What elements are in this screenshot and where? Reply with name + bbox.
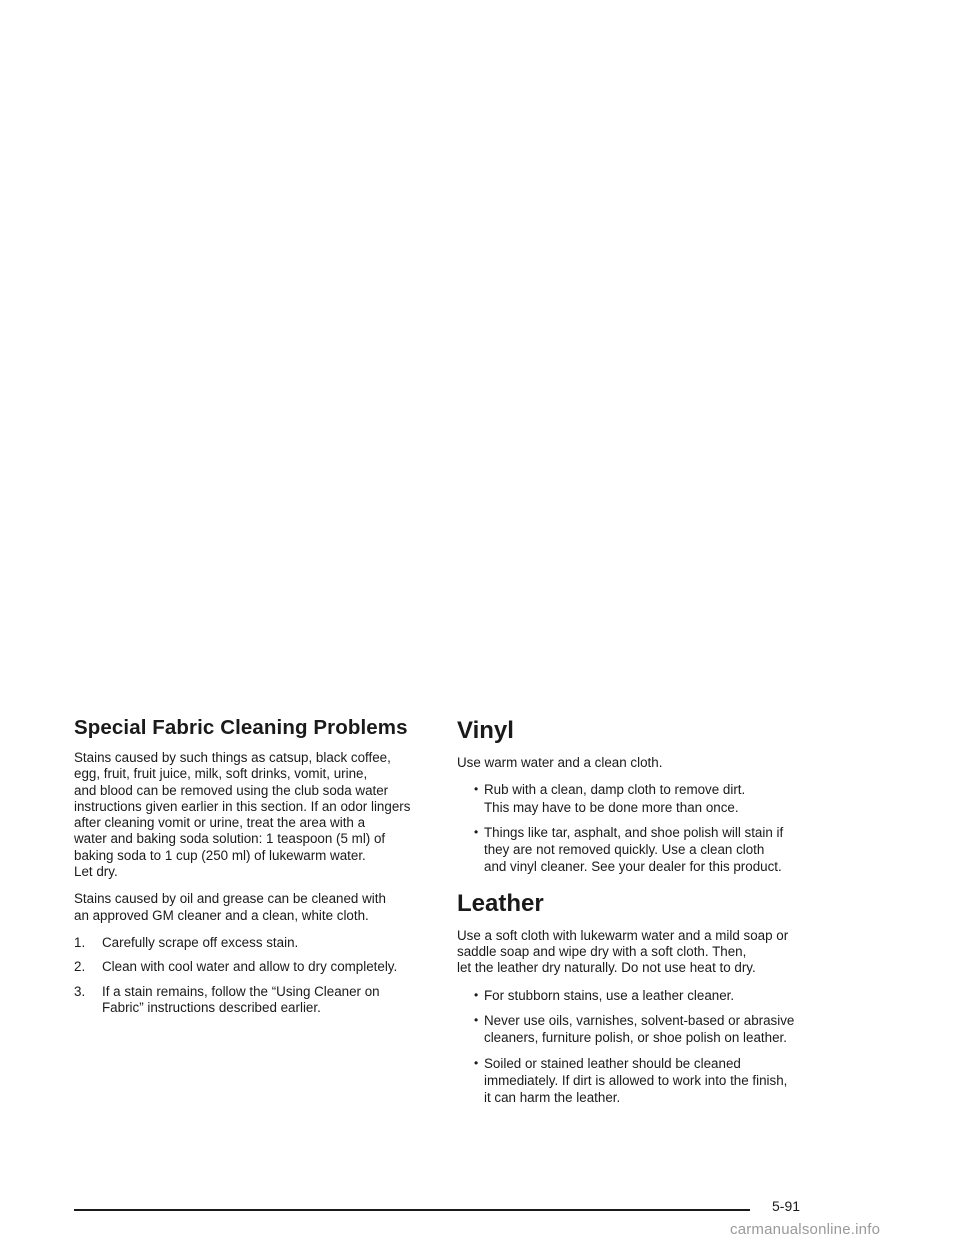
bullet-icon: • (474, 1055, 479, 1070)
special-fabric-para-2 (74, 891, 442, 924)
step-number: 3. (74, 983, 86, 999)
step-number: 1. (74, 934, 86, 950)
text-line: baking soda to 1 cup (250 ml) of lukewarm water. (74, 847, 366, 863)
list-item (74, 959, 442, 975)
bullet-text: and vinyl cleaner. See your dealer for this product. (484, 859, 782, 875)
vinyl-bullet-list (457, 782, 837, 875)
bullet-icon: • (474, 824, 479, 839)
text-line: Stains caused by oil and grease can be cleaned with (74, 891, 386, 907)
bullet-text: For stubborn stains, use a leather cleaner. (484, 987, 735, 1003)
special-fabric-para-1 (74, 750, 442, 880)
list-item (74, 984, 442, 1017)
text-line: after cleaning vomit or urine, treat the area with a (74, 815, 366, 831)
special-fabric-heading: Special Fabric Cleaning Problems (74, 716, 408, 739)
list-item (457, 1056, 837, 1107)
vinyl-intro (457, 755, 837, 771)
list-item (457, 782, 837, 816)
page-number: 5-91 (772, 1198, 801, 1214)
left-column (74, 716, 442, 1024)
step-text: Carefully scrape off excess stain. (102, 934, 299, 950)
text-line: an approved GM cleaner and a clean, white cloth. (74, 907, 369, 923)
text-line: Stains caused by such things as catsup, black coffee, (74, 750, 391, 765)
list-item (74, 935, 442, 951)
watermark: carmanualsonline.info (730, 1221, 881, 1238)
bullet-text: Never use oils, varnishes, solvent-based or abrasive (484, 1012, 795, 1028)
bullet-icon: • (474, 987, 479, 1002)
text-line: instructions given earlier in this section. If an odor lingers (74, 798, 411, 814)
text-line: water and baking soda solution: 1 teaspoon (5 ml) of (74, 831, 386, 847)
list-item (457, 988, 837, 1004)
vinyl-heading: Vinyl (457, 717, 514, 744)
bullet-text: it can harm the leather. (484, 1090, 621, 1106)
right-column (457, 716, 837, 1115)
bullet-text: immediately. If dirt is allowed to work into the finish, (484, 1072, 788, 1088)
step-text: If a stain remains, follow the “Using Cleaner on (102, 983, 380, 999)
list-item (457, 825, 837, 876)
bullet-icon: • (474, 1012, 479, 1027)
text-line: egg, fruit, fruit juice, milk, soft drinks, vomit, urine, (74, 766, 368, 782)
bullet-text: Things like tar, asphalt, and shoe polish will stain if (484, 824, 784, 840)
footer-rule (74, 1209, 750, 1211)
bullet-text: Rub with a clean, damp cloth to remove dirt. (484, 782, 746, 798)
bullet-text: cleaners, furniture polish, or shoe polish on leather. (484, 1030, 787, 1046)
bullet-text: This may have to be done more than once. (484, 799, 739, 815)
leather-heading: Leather (457, 889, 544, 917)
cleaning-steps-list (74, 935, 442, 1016)
leather-intro (457, 928, 837, 977)
text-line: Use a soft cloth with lukewarm water and a mild soap or (457, 927, 789, 943)
text-line: Let dry. (74, 864, 118, 880)
bullet-text: Soiled or stained leather should be cleaned (484, 1055, 741, 1071)
text-line: saddle soap and wipe dry with a soft cloth. Then, (457, 944, 747, 960)
text-line: and blood can be removed using the club soda water (74, 782, 389, 798)
step-text: Clean with cool water and allow to dry completely. (102, 959, 398, 975)
bullet-text: they are not removed quickly. Use a clean cloth (484, 842, 765, 858)
list-item (457, 1013, 837, 1047)
leather-bullet-list (457, 988, 837, 1107)
bullet-icon: • (474, 782, 479, 797)
step-number: 2. (74, 959, 86, 975)
text-line: let the leather dry naturally. Do not use heat to dry. (457, 960, 756, 976)
step-text: Fabric” instructions described earlier. (102, 999, 321, 1015)
text-line: Use warm water and a clean cloth. (457, 755, 663, 770)
